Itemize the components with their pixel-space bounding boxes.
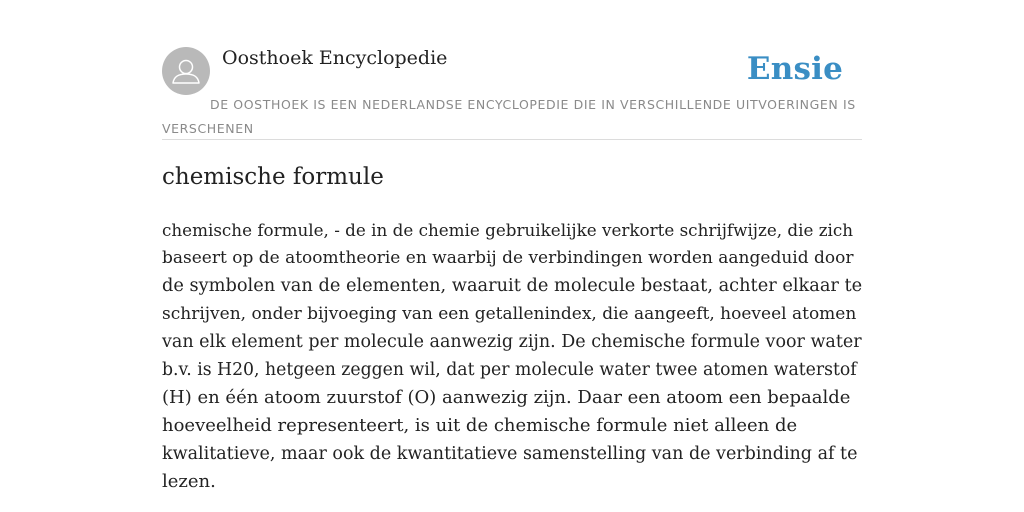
brand-logo[interactable]: Ensie bbox=[746, 51, 843, 87]
page-container bbox=[162, 44, 863, 492]
author-name[interactable]: Oosthoek Encyclopedie bbox=[222, 47, 448, 69]
article-title: chemische formule bbox=[162, 164, 384, 190]
article-body bbox=[162, 216, 862, 496]
avatar[interactable] bbox=[162, 47, 210, 95]
article-body-line: chemische formule, - de in de chemie gebruikelijke verkorte schrijfwijze, die zich bbox=[162, 220, 854, 240]
article-body-line: b.v. is H20, hetgeen zeggen wil, dat per molecule water twee atomen waterstof bbox=[162, 360, 857, 380]
article-body-line: (H) en één atoom zuurstof (O) aanwezig zijn. Daar een atoom een bepaalde bbox=[162, 387, 851, 408]
header bbox=[162, 44, 862, 140]
article-body-line: hoeveelheid representeert, is uit de chemische formule niet alleen de bbox=[162, 415, 798, 436]
article-body-line: kwalitatieve, maar ook de kwantitatieve samenstelling van de verbinding af te bbox=[162, 444, 858, 464]
article-body-line: baseert op de atoomtheorie en waarbij de verbindingen worden aangeduid door bbox=[162, 248, 854, 268]
article-body-line: schrijven, onder bijvoeging van een getallenindex, die aangeeft, hoeveel atomen bbox=[162, 304, 857, 324]
article-body-line: de symbolen van de elementen, waaruit de molecule bestaat, achter elkaar te bbox=[162, 276, 863, 296]
article-body-line: van elk element per molecule aanwezig zijn. De chemische formule voor water bbox=[162, 332, 862, 352]
article-body-line: lezen. bbox=[162, 471, 216, 492]
user-silhouette-icon bbox=[162, 47, 210, 95]
author-description: DE OOSTHOEK IS EEN NEDERLANDSE ENCYCLOPEDIE DIE IN VERSCHILLENDE UITVOERINGEN IS VERSCHENEN bbox=[162, 97, 856, 136]
